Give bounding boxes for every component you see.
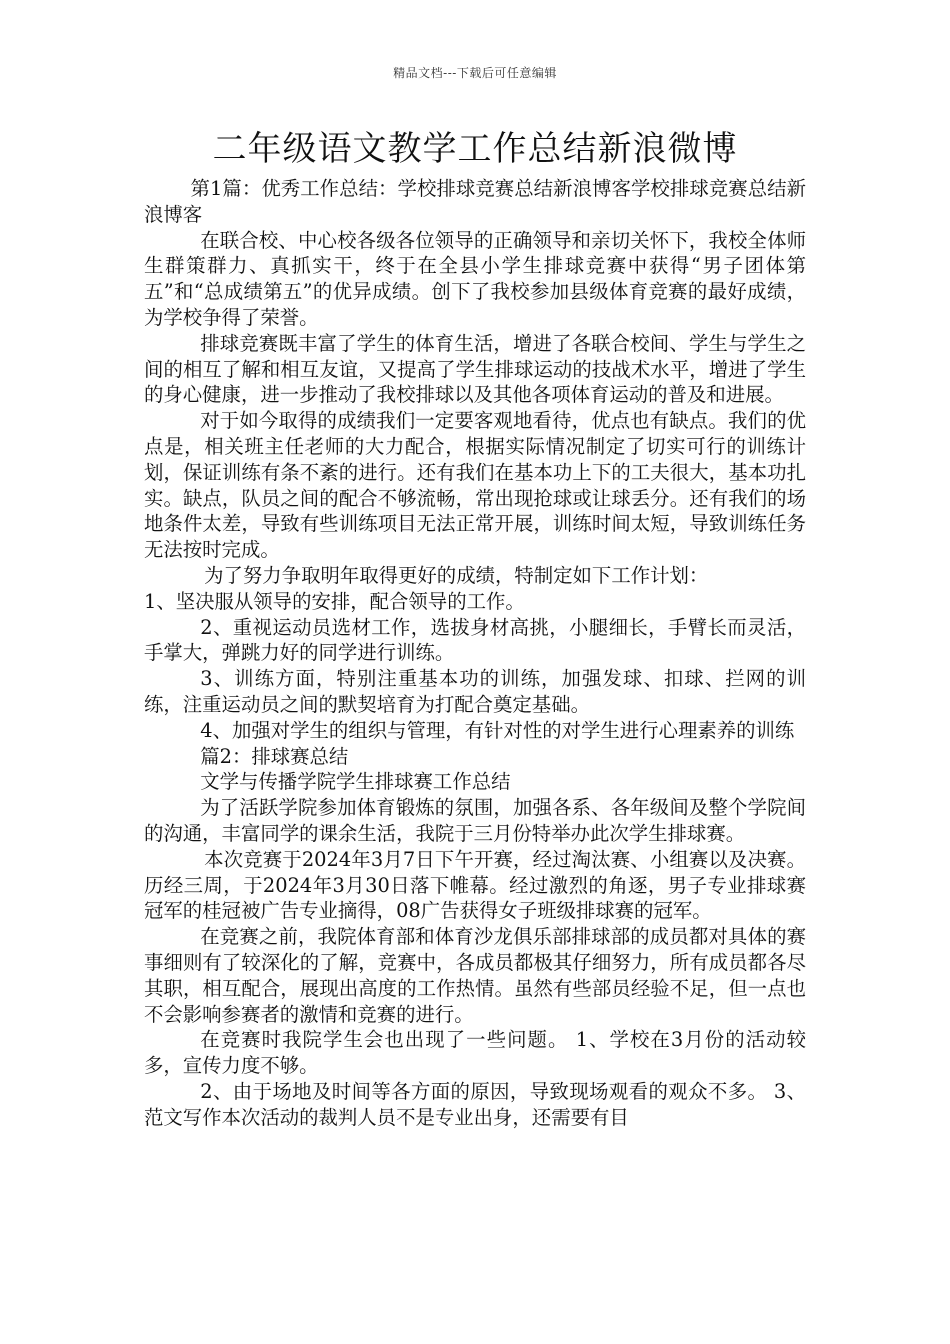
body-paragraph: 在联合校、中心校各级各位领导的正确领导和亲切关怀下，我校全体师生群策群力、真抓实干，终于在全县小学生排球竞赛中获得“男子团体第五”和“总成绩第五”的优异成绩。创下了我校参加县级体育竞赛的最好成绩，为学校争得了荣誉。 [144,228,806,329]
section-subtitle: 文学与传播学院学生排球赛工作总结 [200,770,511,794]
document-body [144,176,806,1130]
section-heading-2: 篇2：排球赛总结 [200,744,349,768]
body-paragraph: 在竞赛之前，我院体育部和体育沙龙俱乐部排球部的成员都对具体的赛事细则有了较深化的了解，竞赛中，各成员都极其仔细努力，所有成员都各尽其职，相互配合，展现出高度的工作热情。虽然有些部员经验不足，但一点也不会影响参赛者的激情和竞赛的进行。 [144,925,806,1026]
body-paragraph: 为了活跃学院参加体育锻炼的氛围，加强各系、各年级间及整个学院间的沟通，丰富同学的课余生活，我院于三月份特举办此次学生排球赛。 [144,796,806,845]
body-paragraph: 本次竞赛于2024年3月7日下午开赛，经过淘汰赛、小组赛以及决赛。历经三周，于2024年3月30日落下帷幕。经过激烈的角逐，男子专业排球赛冠军的桂冠被广告专业摘得，08广告获得女子班级排球赛的冠军。 [144,847,806,923]
body-paragraph: 排球竞赛既丰富了学生的体育生活，增进了各联合校间、学生与学生之间的相互了解和相互友谊，又提高了学生排球运动的技战术水平，增进了学生的身心健康，进一步推动了我校排球以及其他各项体育运动的普及和进展。 [144,331,806,407]
page-header: 精品文档---下载后可任意编辑 [393,66,557,80]
body-paragraph: 2、由于场地及时间等各方面的原因，导致现场观看的观众不多。 3、范文写作本次活动的裁判人员不是专业出身，还需要有目 [144,1079,806,1129]
document-title: 二年级语文教学工作总结新浪微博 [212,129,738,169]
plan-item-3: 3、训练方面，特别注重基本功的训练，加强发球、扣球、拦网的训练，注重运动员之间的默契培育为打配合奠定基础。 [144,667,806,716]
section-heading-1: 第1篇：优秀工作总结：学校排球竞赛总结新浪博客学校排球竞赛总结新浪博客 [144,177,806,226]
plan-item-1: 1、坚决服从领导的安排，配合领导的工作。 [144,589,525,613]
body-paragraph: 为了努力争取明年取得更好的成绩，特制定如下工作计划： [204,563,709,587]
plan-item-2: 2、重视运动员选材工作，选拔身材高挑，小腿细长，手臂长而灵活，手掌大，弹跳力好的同学进行训练。 [144,615,806,665]
body-paragraph: 对于如今取得的成绩我们一定要客观地看待，优点也有缺点。我们的优点是，相关班主任老师的大力配合，根据实际情况制定了切实可行的训练计划，保证训练有条不紊的进行。还有我们在基本功上下的工夫很大，基本功扎实。缺点，队员之间的配合不够流畅，常出现抢球或让球丢分。还有我们的场地条件太差，导致有些训练项目无法正常开展，训练时间太短，导致训练任务无法按时完成。 [144,409,806,562]
body-paragraph: 在竞赛时我院学生会也出现了一些问题。 1、学校在3月份的活动较多，宣传力度不够。 [144,1028,806,1078]
plan-item-4: 4、加强对学生的组织与管理，有针对性的对学生进行心理素养的训练 [200,718,795,742]
